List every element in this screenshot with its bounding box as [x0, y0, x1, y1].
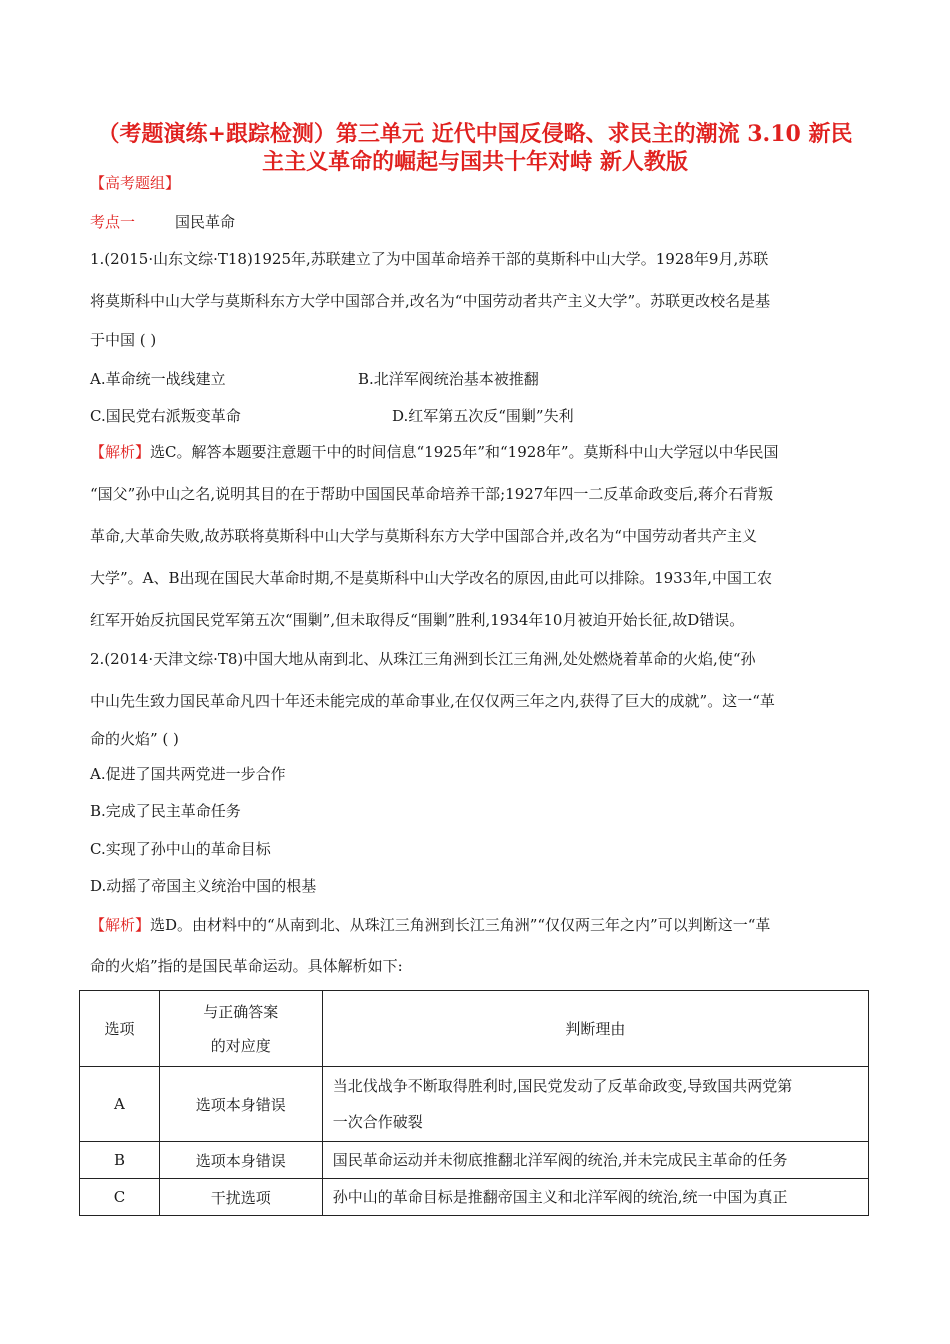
section-tag: 【高考题组】	[90, 174, 181, 192]
header-reason: 判断理由	[322, 991, 868, 1067]
header-option: 选项	[80, 991, 160, 1067]
q1-line-1: 1.(2015·山东文综·T18)1925年,苏联建立了为中国革命培养干部的莫斯科中山大学。1928年9月,苏联	[90, 250, 769, 268]
table-row	[80, 1067, 869, 1142]
row-c-reason: 孙中山的革命目标是推翻帝国主义和北洋军阀的统治,统一中国为真正	[322, 1179, 868, 1216]
row-a-option: A	[80, 1067, 160, 1142]
row-b-option: B	[80, 1142, 160, 1179]
title-line-2: 主主义革命的崛起与国共十年对峙 新人教版	[262, 149, 688, 175]
row-a-reason	[322, 1067, 868, 1142]
q1-jiexi-tag: 【解析】	[90, 443, 151, 461]
q1-option-a: A.革命统一战线建立	[90, 370, 226, 388]
q2-option-b: B.完成了民主革命任务	[90, 802, 241, 820]
q1-jiexi-line-3: 革命,大革命失败,故苏联将莫斯科中山大学与莫斯科东方大学中国部合并,改名为“中国劳动者共产主义	[90, 527, 757, 545]
q2-jiexi-text-1: 选D。由材料中的“从南到北、从珠江三角洲到长江三角洲”“仅仅两三年之内”可以判断这一“革	[150, 916, 771, 934]
q1-option-b: B.北洋军阀统治基本被推翻	[358, 370, 539, 388]
row-a-reason-line-2: 一次合作破裂	[332, 1113, 423, 1131]
q1-jiexi-line-5: 红军开始反抗国民党军第五次“围剿”,但未取得反“围剿”胜利,1934年10月被迫开始长征,故D错误。	[90, 611, 745, 629]
q1-line-3: 于中国 ( )	[90, 331, 157, 349]
row-a-degree: 选项本身错误	[159, 1067, 322, 1142]
analysis-table	[79, 990, 869, 1216]
header-degree-line-1: 与正确答案	[203, 1002, 279, 1021]
q2-option-c: C.实现了孙中山的革命目标	[90, 840, 271, 858]
q2-option-d: D.动摇了帝国主义统治中国的根基	[90, 877, 317, 895]
q1-jiexi-line-2: “国父”孙中山之名,说明其目的在于帮助中国国民革命培养干部;1927年四一二反革命政变后,蒋介石背叛	[90, 485, 774, 503]
q1-jiexi-line-4: 大学”。A、B出现在国民大革命时期,不是莫斯科中山大学改名的原因,由此可以排除。1933年,中国工农	[90, 569, 773, 587]
q1-jiexi-line-1	[90, 441, 779, 463]
table-row	[80, 1179, 869, 1216]
title-line-1: （考题演练+跟踪检测）第三单元 近代中国反侵略、求民主的潮流 3.10 新民	[97, 121, 853, 147]
q1-jiexi-text-1: 选C。解答本题要注意题干中的时间信息“1925年”和“1928年”。莫斯科中山大学冠以中华民国	[150, 443, 779, 461]
kaodian-name: 国民革命	[175, 213, 236, 231]
q1-option-d: D.红军第五次反“围剿”失利	[392, 407, 574, 425]
header-degree	[159, 991, 322, 1067]
q2-option-a: A.促进了国共两党进一步合作	[90, 765, 286, 783]
q2-jiexi-tag: 【解析】	[90, 916, 151, 934]
q2-line-1: 2.(2014·天津文综·T8)中国大地从南到北、从珠江三角洲到长江三角洲,处处燃烧着革命的火焰,使“孙	[90, 650, 756, 668]
row-b-degree: 选项本身错误	[159, 1142, 322, 1179]
table-header-row	[80, 991, 869, 1067]
q1-line-2: 将莫斯科中山大学与莫斯科东方大学中国部合并,改名为“中国劳动者共产主义大学”。苏联更改校名是基	[90, 292, 771, 310]
q2-line-2: 中山先生致力国民革命凡四十年还未能完成的革命事业,在仅仅两三年之内,获得了巨大的成就”。这一“革	[90, 692, 775, 710]
row-c-degree: 干扰选项	[159, 1179, 322, 1216]
q1-option-c: C.国民党右派叛变革命	[90, 407, 241, 425]
row-b-reason: 国民革命运动并未彻底推翻北洋军阀的统治,并未完成民主革命的任务	[322, 1142, 868, 1179]
q2-jiexi-line-2: 命的火焰”指的是国民革命运动。具体解析如下:	[90, 957, 403, 975]
document-title	[75, 120, 875, 176]
q2-jiexi-line-1	[90, 914, 770, 936]
table-row	[80, 1142, 869, 1179]
q2-line-3: 命的火焰” ( )	[90, 730, 179, 748]
kaodian-label: 考点一	[90, 213, 136, 231]
header-degree-line-2: 的对应度	[210, 1036, 271, 1055]
row-c-option: C	[80, 1179, 160, 1216]
row-a-reason-line-1: 当北伐战争不断取得胜利时,国民党发动了反革命政变,导致国共两党第	[332, 1077, 793, 1095]
